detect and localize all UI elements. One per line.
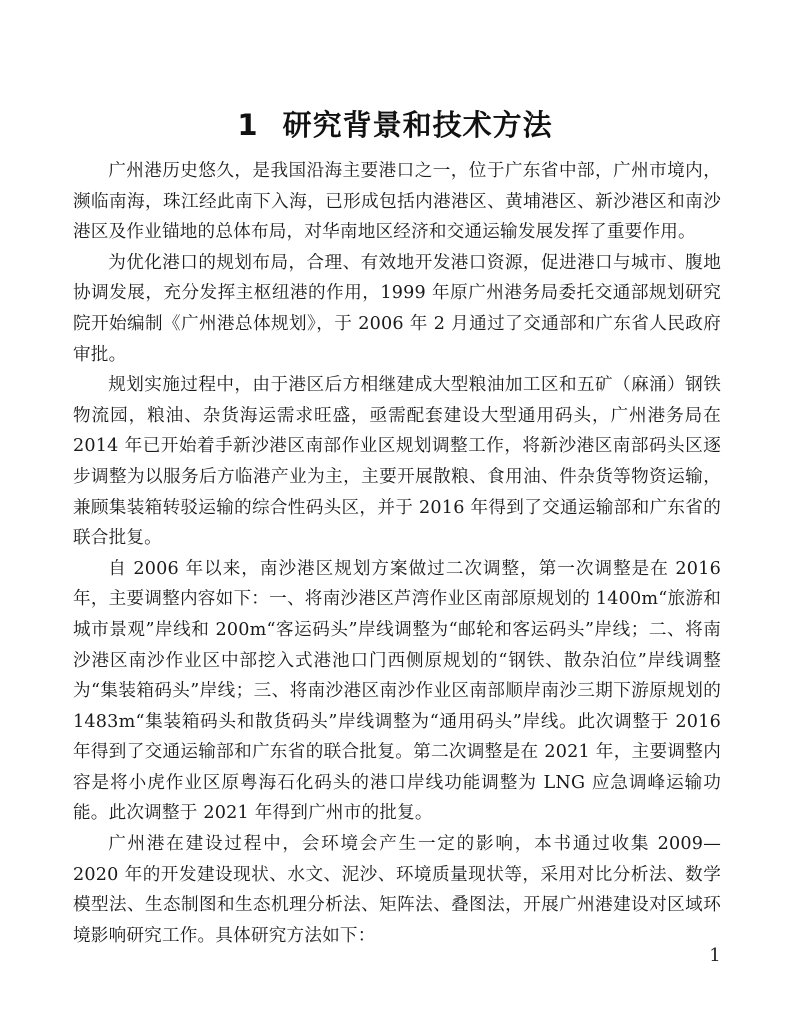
paragraph-4: 自 2006 年以来，南沙港区规划方案做过二次调整，第一次调整是在 2016 年，主要调整内容如下：一、将南沙港区芦湾作业区南部原规划的 1400m“旅游和城市景观”岸线和 200m“客运码头”岸线调整为“邮轮和客运码头”岸线；二、将南沙港区南沙作业区中部挖入式港池口门西侧原规划的“钢铁、散杂泊位”岸线调整为“集装箱码头”岸线；三、将南沙港区南沙作业区南部顺岸南沙三期下游原规划的 1483m“集装箱码头和散货码头”岸线调整为“通用码头”岸线。此次调整于 2016 年得到了交通运输部和广东省的联合批复。第二次调整是在 2021 年，主要调整内容是将小虎作业区原粤海石化码头的港口岸线功能调整为 LNG 应急调峰运输功能。此次调整于 2021 年得到广州市的批复。 xyxy=(73,558,721,824)
chapter-title-text: 研究背景和技术方法 xyxy=(282,108,553,143)
paragraph-3: 规划实施过程中，由于港区后方相继建成大型粮油加工区和五矿（麻涌）钢铁物流园，粮油、杂货海运需求旺盛，亟需配套建设大型通用码头，广州港务局在 2014 年已开始着手新沙港区南部作业区规划调整工作，将新沙港区南部码头区逐步调整为以服务后方临港产业为主，主要开展散粮、食用油、件杂货等物资运输，兼顾集装箱转驳运输的综合性码头区，并于 2016 年得到了交通运输部和广东省的联合批复。 xyxy=(73,375,721,549)
paragraph-5: 广州港在建设过程中，会环境会产生一定的影响，本书通过收集 2009—2020 年的开发建设现状、水文、泥沙、环境质量现状等，采用对比分析法、数学模型法、生态制图和生态机理分析法、矩阵法、叠图法，开展广州港建设对区域环境影响研究工作。具体研究方法如下： xyxy=(73,834,721,946)
paragraph-1: 广州港历史悠久，是我国沿海主要港口之一，位于广东省中部，广州市境内，濒临南海，珠江经此南下入海，已形成包括内港港区、黄埔港区、新沙港区和南沙港区及作业锚地的总体布局，对华南地区经济和交通运输发展发挥了重要作用。 xyxy=(73,161,721,243)
chapter-title xyxy=(0,103,790,144)
page-number: 1 xyxy=(709,945,721,966)
chapter-number: 1 xyxy=(237,108,259,143)
paragraph-2: 为优化港口的规划布局，合理、有效地开发港口资源，促进港口与城市、腹地协调发展，充分发挥主枢纽港的作用，1999 年原广州港务局委托交通部规划研究院开始编制《广州港总体规划》，于 2006 年 2 月通过了交通部和广东省人民政府审批。 xyxy=(73,252,721,365)
body-text xyxy=(73,156,721,951)
